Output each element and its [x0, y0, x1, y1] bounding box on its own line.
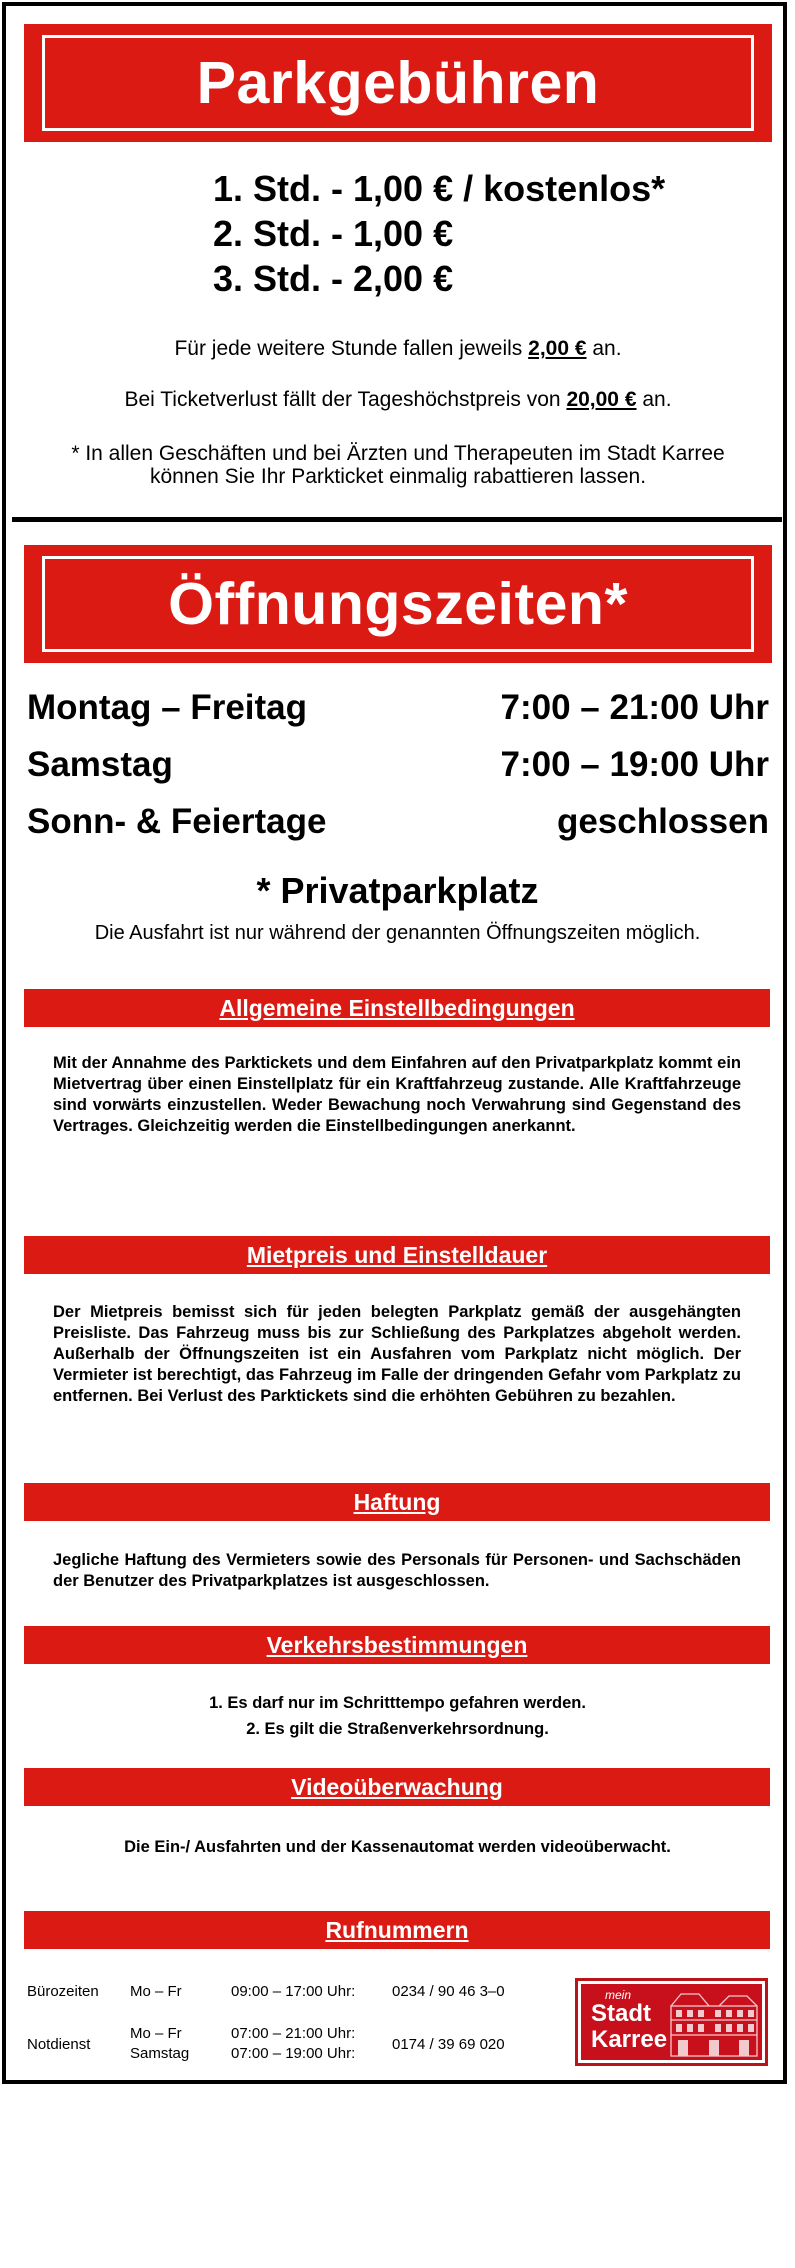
- lost-ticket-note: Bei Ticketverlust fällt der Tageshöchstpreis von 20,00 € an.: [124, 388, 672, 411]
- hours-time: 7:00 – 19:00 Uhr: [500, 745, 769, 784]
- logo-mein: mein: [605, 1988, 632, 2002]
- private-parking-title: * Privatparkplatz: [256, 870, 539, 911]
- hours-row: [27, 745, 769, 787]
- office-time: 09:00 – 17:00 Uhr:: [231, 1983, 356, 2000]
- office-days: Mo – Fr: [130, 1983, 182, 2000]
- emergency-days: Samstag: [130, 2045, 190, 2062]
- extra-hour-note: Für jede weitere Stunde fallen jeweils 2,00 € an.: [174, 337, 622, 360]
- office-label: Bürozeiten: [27, 1983, 99, 2000]
- logo-word-karree: Karree: [591, 2026, 668, 2053]
- logo-background: [581, 1984, 762, 2060]
- emergency-label: Notdienst: [27, 2036, 91, 2053]
- hours-time: 7:00 – 21:00 Uhr: [500, 688, 769, 727]
- section-header-traffic: Verkehrsbestimmungen: [24, 1626, 770, 1664]
- hours-days: Samstag: [27, 745, 173, 784]
- logo-word-stadt: Stadt: [591, 2000, 651, 2027]
- fee-list: [213, 166, 665, 301]
- fees-title: Parkgebühren: [196, 50, 600, 116]
- hours-title: Öffnungszeiten*: [168, 571, 628, 637]
- general-conditions-text: Mit der Annahme des Parktickets und dem Einfahren auf den Privatparkplatz kommt ein Mietvertrag über einen Einstellplatz für ein Kraftfahrzeug zustande. Alle Kraftfahrzeuge sind vorwärts einzustellen. Weder Bewachung noch Verwahrung sind Gegenstand des Vertrages. Gleichzeitig werden die Einstellbedingungen anerkannt.: [53, 1054, 741, 1135]
- extra-hour-amount: 2,00 €: [528, 337, 587, 360]
- lost-ticket-amount: 20,00 €: [566, 388, 637, 411]
- hours-title-box: [24, 545, 772, 663]
- section-header-liability: Haftung: [24, 1483, 770, 1521]
- private-parking-note: Die Ausfahrt ist nur während der genannten Öffnungszeiten möglich.: [94, 922, 701, 944]
- hours-row: [27, 688, 769, 730]
- hours-title-frame: [42, 556, 754, 652]
- hours-row: [27, 802, 769, 844]
- section-header-rent: Mietpreis und Einstelldauer: [24, 1236, 770, 1274]
- discount-note: * In allen Geschäften und bei Ärzten und Therapeuten im Stadt Karree können Sie Ihr Parkticket einmalig rabattieren lassen.: [71, 442, 725, 488]
- section-header-video: Videoüberwachung: [24, 1768, 770, 1806]
- liability-text: Jegliche Haftung des Vermieters sowie des Personals für Personen- und Sachschäden der Benutzer des Privatparkplatzes ist ausgeschlossen.: [53, 1551, 741, 1590]
- hours-time: geschlossen: [556, 802, 769, 841]
- stadt-karree-logo: [575, 1978, 768, 2066]
- emergency-time: 07:00 – 21:00 Uhr:: [231, 2025, 356, 2042]
- fee-line: 3. Std. - 2,00 €: [213, 258, 454, 299]
- video-text: Die Ein-/ Ausfahrten und der Kassenautomat werden videoüberwacht.: [124, 1838, 671, 1856]
- hours-days: Montag – Freitag: [27, 688, 308, 727]
- section-header-general: Allgemeine Einstellbedingungen: [24, 989, 770, 1027]
- fees-title-box: [24, 24, 772, 142]
- section-header-phone: Rufnummern: [24, 1911, 770, 1949]
- traffic-rule: 2. Es gilt die Straßenverkehrsordnung.: [246, 1720, 549, 1738]
- fees-title-frame: [42, 35, 754, 131]
- emergency-time: 07:00 – 19:00 Uhr:: [231, 2045, 356, 2062]
- building-illustration-icon: [669, 1990, 759, 2058]
- traffic-rule: 1. Es darf nur im Schritttempo gefahren werden.: [209, 1694, 586, 1712]
- fee-line: 2. Std. - 1,00 €: [213, 213, 454, 254]
- hours-days: Sonn- & Feiertage: [27, 802, 327, 841]
- section-divider: [12, 517, 782, 522]
- rent-text: Der Mietpreis bemisst sich für jeden belegten Parkplatz gemäß der ausgehängten Preisliste. Das Fahrzeug muss bis zur Schließung des Parkplatzes abgeholt werden. Außerhalb der Öffnungszeiten ist ein Ausfahren vom Parkplatz nicht möglich. Der Vermieter ist berechtigt, das Fahrzeug im Falle der dringenden Gefahr vom Parkplatz zu entfernen. Bei Verlust des Parktickets sind die erhöhten Gebühren zu bezahlen.: [53, 1303, 741, 1405]
- emergency-days: Mo – Fr: [130, 2025, 182, 2042]
- fee-line: 1. Std. - 1,00 € / kostenlos*: [213, 168, 666, 209]
- emergency-number: 0174 / 39 69 020: [392, 2036, 505, 2053]
- office-number: 0234 / 90 46 3–0: [392, 1983, 505, 2000]
